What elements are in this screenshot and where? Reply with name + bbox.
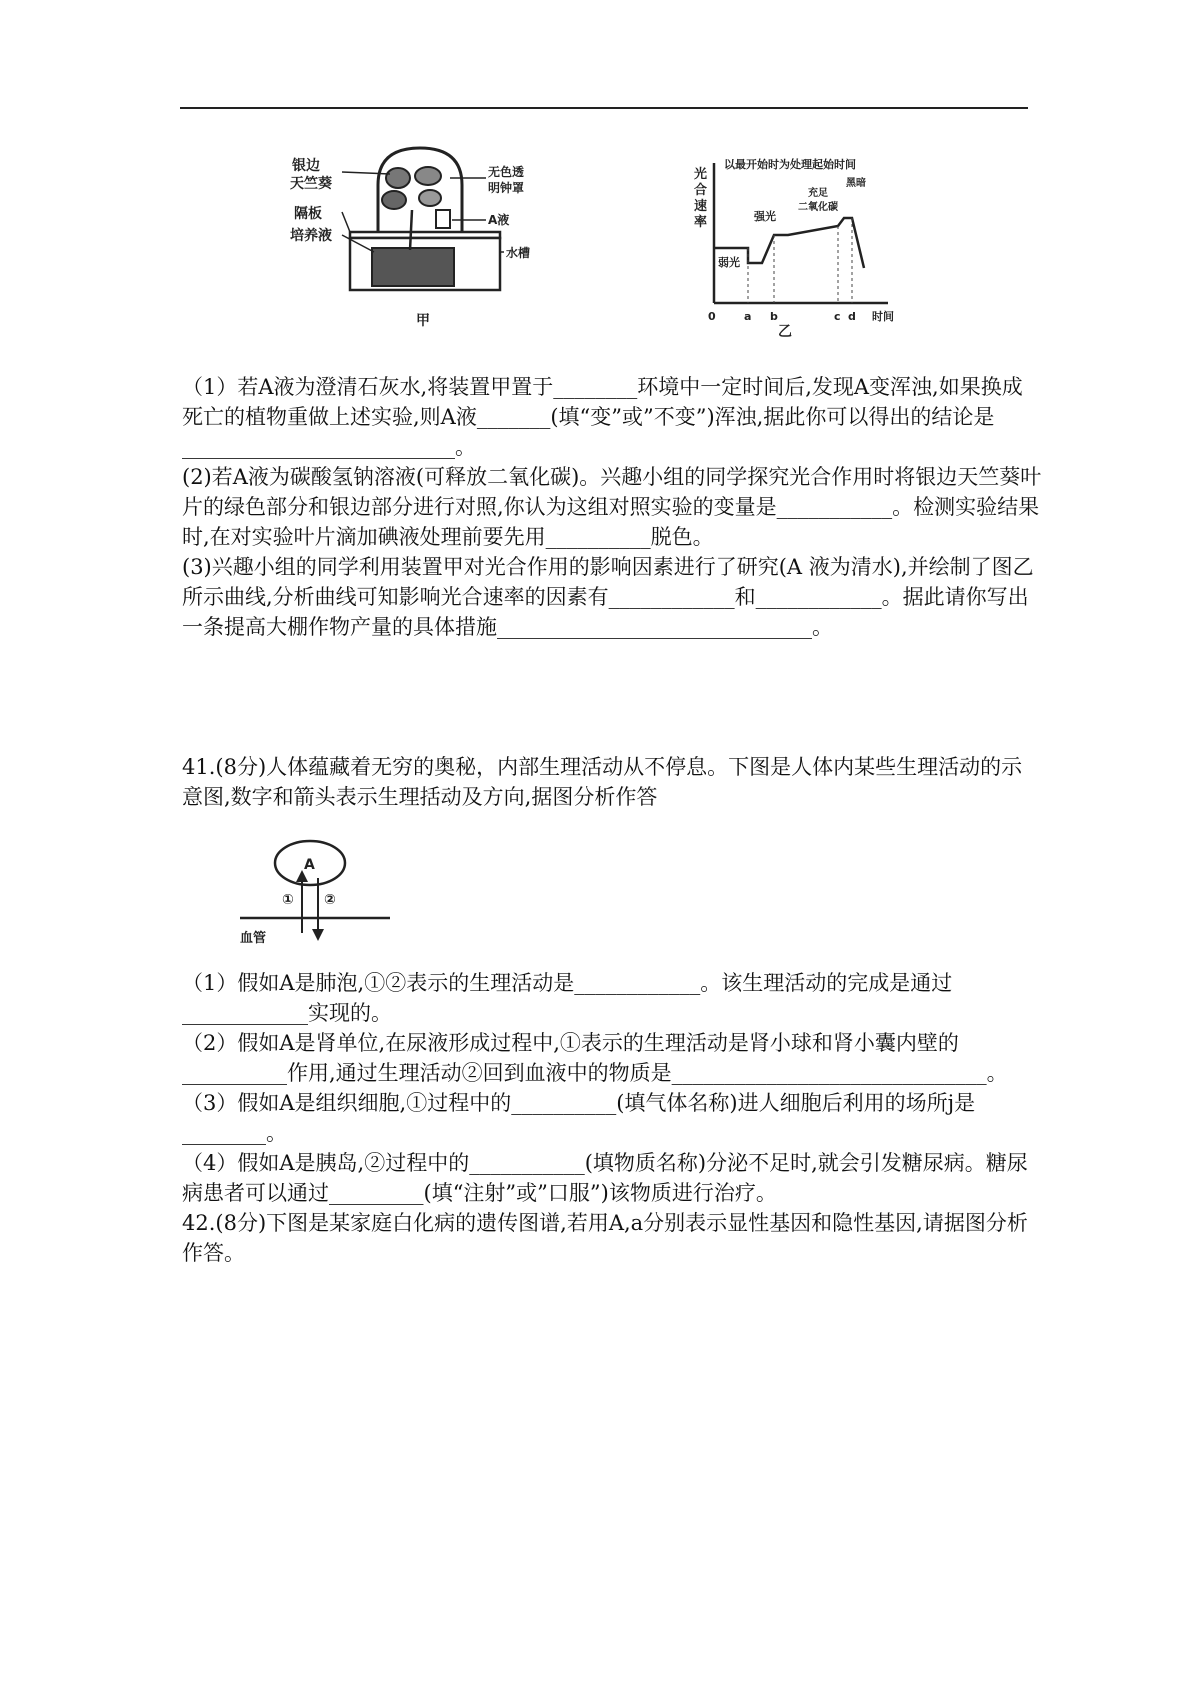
q41-intro-block (182, 752, 1042, 812)
q41-part1: （1）假如A是肺泡,①②表示的生理活动是____________。该生理活动的完成是通过____________实现的。 (182, 971, 953, 1025)
x-label: 时间 (872, 310, 894, 323)
q40-part2: (2)若A液为碳酸氢钠溶液(可释放二氧化碳)。兴趣小组的同学探究光合作用时将银边天竺葵叶片的绿色部分和银边部分进行对照,你认为这组对照实验的变量是___________。检测实验结果时,在对实验叶片滴加碘液处理前要先用__________脱色。 (182, 465, 1042, 549)
figure-jia (290, 140, 570, 335)
diagram-label-a: A (304, 857, 315, 873)
label-qiangguang: 强光 (754, 210, 776, 223)
diagram-label-1: ① (282, 892, 294, 908)
q41-part4: （4）假如A是胰岛,②过程中的___________(填物质名称)分泌不足时,就会引发糖尿病。糖尿病患者可以通过_________(填“注射”或”口服”)该物质进行治疗。 (182, 1151, 1028, 1205)
caption-jia: 甲 (416, 313, 430, 329)
chart-note: 以最开始时为处理起始时间 (724, 158, 856, 171)
label-heian: 黑暗 (846, 178, 866, 189)
header-rule (180, 107, 1028, 109)
label-shuicao: 水槽 (506, 246, 531, 260)
diagram-label-2: ② (324, 892, 336, 908)
label-geban: 隔板 (294, 206, 322, 222)
tick-a: a (744, 310, 752, 323)
label-mingzhao: 明钟罩 (488, 181, 525, 195)
label-yinbian: 银边 (292, 158, 320, 174)
label-ayie: A液 (488, 213, 510, 227)
tick-d: d (848, 310, 856, 323)
label-chongzu2: 二氧化碳 (798, 202, 838, 213)
q40-part3: (3)兴趣小组的同学利用装置甲对光合作用的影响因素进行了研究(A 液为清水),并绘制了图乙所示曲线,分析曲线可知影响光合速率的因素有____________和____________。据此请你写出一条提高大棚作物产量的具体措施______________________________。 (182, 555, 1034, 639)
tick-c: c (834, 310, 841, 323)
q40-part1: （1）若A液为澄清石灰水,将装置甲置于________环境中一定时间后,发现A变浑浊,如果换成死亡的植物重做上述实验,则A液_______(填“变”或”不变”)浑浊,据此你可以得出的结论是__________________________。 (182, 375, 1023, 459)
label-ruoguang: 弱光 (718, 256, 740, 269)
ylabel-3: 速 (694, 199, 708, 214)
q41-part2: （2）假如A是肾单位,在尿液形成过程中,①表示的生理活动是肾小球和肾小囊内壁的__________作用,通过生理活动②回到血液中的物质是______________________________。 (182, 1031, 1008, 1085)
tick-b: b (770, 310, 778, 323)
label-chongzu1: 充足 (808, 188, 828, 199)
ylabel-2: 合 (694, 183, 708, 198)
q40-block (182, 372, 1042, 642)
q41-intro: 41.(8分)人体蕴藏着无穷的奥秘，内部生理活动从不停息。下图是人体内某些生理活动的示意图,数字和箭头表示生理括动及方向,据图分析作答 (182, 755, 1023, 809)
caption-yi: 乙 (778, 324, 792, 338)
q41-block (182, 968, 1042, 1268)
figure-q41 (240, 838, 400, 948)
label-wuse: 无色透 (488, 165, 525, 179)
ylabel-4: 率 (694, 215, 708, 230)
q41-part3: （3）假如A是组织细胞,①过程中的__________(填气体名称)进人细胞后利用的场所j是________。 (182, 1091, 976, 1145)
label-peiyangye: 培养液 (290, 228, 332, 244)
label-tianzhukui: 天竺葵 (290, 176, 332, 192)
q42-intro: 42.(8分)下图是某家庭白化病的遗传图谱,若用A,a分别表示显性基因和隐性基因,请据图分析作答。 (182, 1211, 1028, 1265)
diagram-label-vessel: 血管 (240, 931, 267, 946)
figure-yi (688, 138, 948, 338)
tick-origin: 0 (708, 310, 716, 323)
ylabel-1: 光 (694, 167, 708, 182)
